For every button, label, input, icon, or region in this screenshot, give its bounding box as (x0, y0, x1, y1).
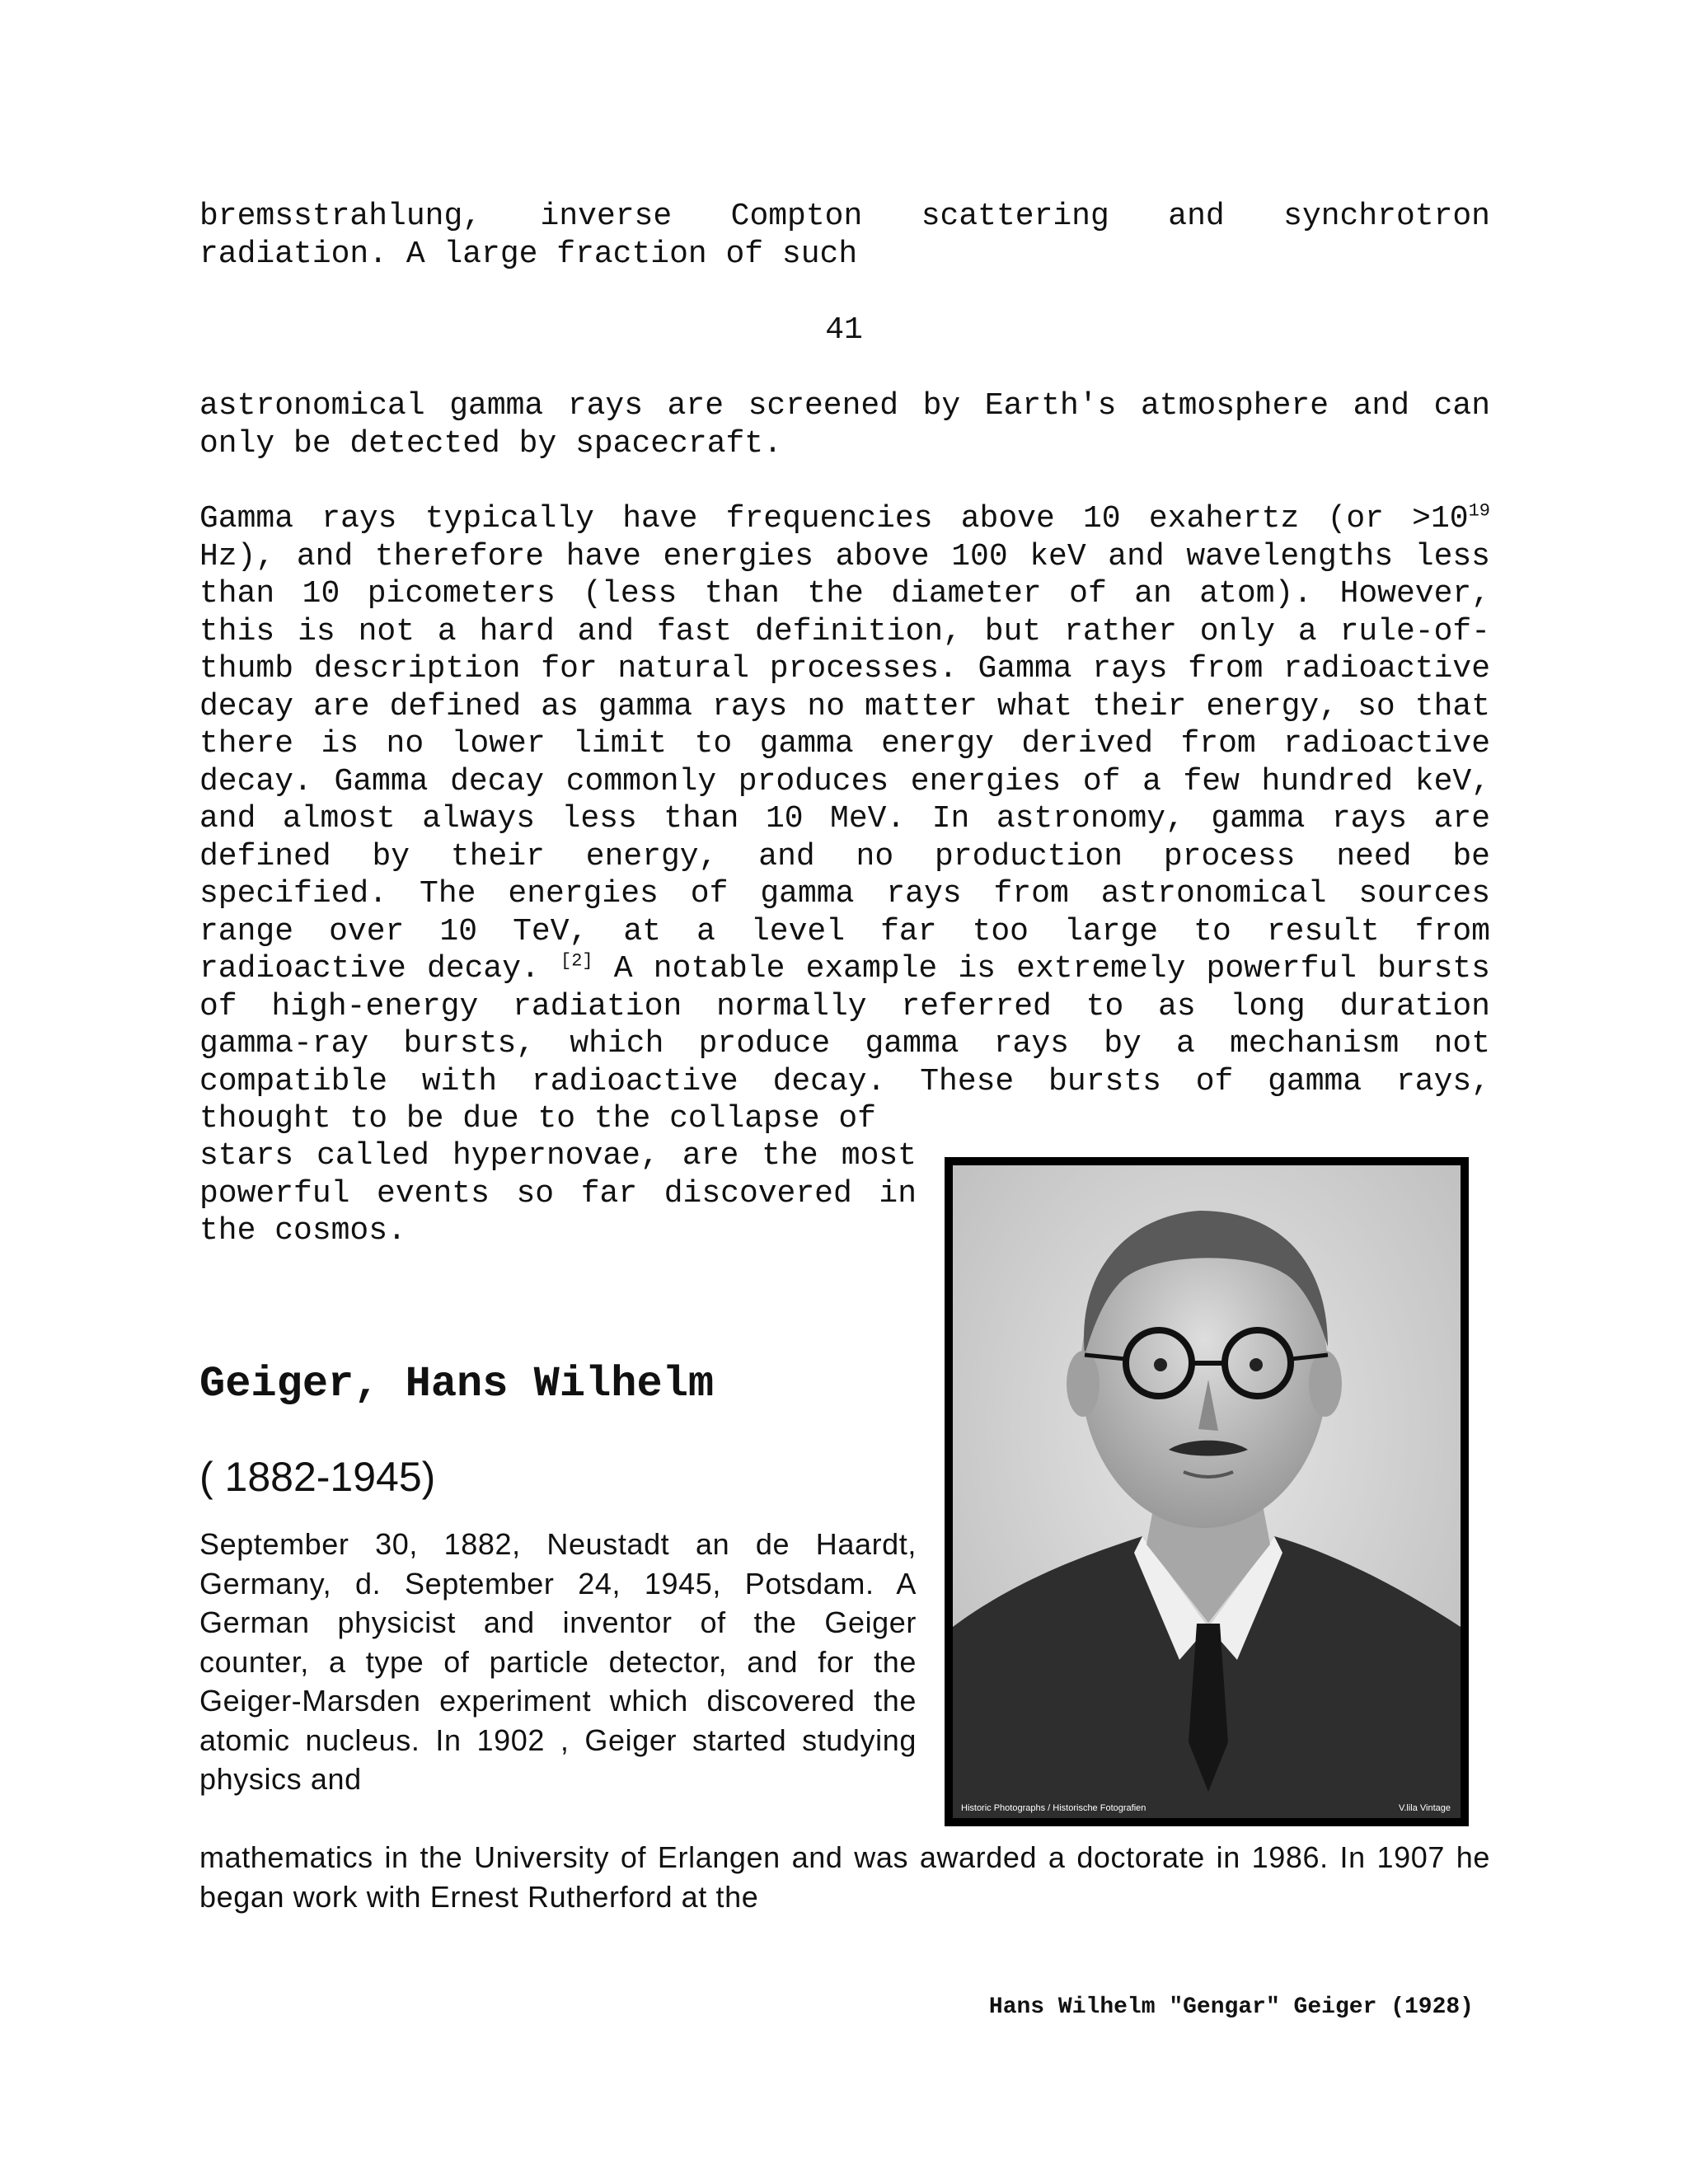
section-heading: Geiger, Hans Wilhelm (199, 1360, 715, 1408)
photo-credit-text: Historic Photographs / Historische Fotografien (961, 1803, 1146, 1813)
portrait-illustration (953, 1165, 1461, 1818)
superscript-exponent: 19 (1468, 500, 1490, 522)
bio-paragraph-wide: mathematics in the University of Erlangen and was awarded a doctorate in 1986. In 1907 he began work with Ernest Rutherford at the (199, 1840, 1490, 1914)
photo-watermark: V.lila Vintage (1399, 1803, 1451, 1813)
life-years: ( 1882-1945) (199, 1454, 436, 1500)
gamma-text-middle: Hz), and therefore have energies above 100 keV and wavelengths less than 10 picometers (less than the diameter of an atom). However, this is not a hard and fast definition, but rather only a rule-of-thumb description for natural processes. Gamma rays from radioactive decay are defined as gamma rays no matter what their energy, so that there is no lower limit to gamma energy derived from radioactive decay. Gamma decay commonly produces energies of a few hundred keV, and almost always less than 10 MeV. In astronomy, gamma rays are defined by their energy, and no production process need be specified. The energies of gamma rays from astronomical sources range over 10 TeV, at a level far too large to result from radioactive decay. (199, 538, 1490, 987)
gamma-paragraph (199, 500, 1490, 1138)
gamma-text-start: Gamma rays typically have frequencies above 10 exahertz (or >10 (199, 501, 1469, 537)
page-number: 41 (825, 312, 863, 348)
reference-marker: [2] (560, 950, 593, 972)
gamma-text-end: A notable example is extremely powerful bursts of high-energy radiation normally referred to as long duration gamma-ray bursts, which produce gamma rays by a mechanism not compatible with radioactive decay. These bursts of gamma rays, thought to be due to the collapse of (199, 951, 1490, 1137)
top-paragraph: bremsstrahlung, inverse Compton scattering and synchrotron radiation. A large fraction of such (199, 199, 1490, 272)
portrait-photo (953, 1165, 1461, 1818)
gamma-paragraph-tail: stars called hypernovae, are the most powerful events so far discovered in the cosmos. (199, 1138, 917, 1249)
bio-paragraph-narrow: September 30, 1882, Neustadt an de Haardt, Germany, d. September 24, 1945, Potsdam. A German physicist and inventor of the Geiger counter, a type of particle detector, and for the Geiger-Marsden experiment which discovered the atomic nucleus. In 1902 , Geiger started studying physics and (199, 1527, 917, 1796)
photo-caption: Hans Wilhelm "Gengar" Geiger (1928) (988, 1994, 1474, 2020)
continued-paragraph: astronomical gamma rays are screened by Earth's atmosphere and can only be detected by spacecraft. (199, 388, 1490, 462)
portrait-photo-frame (945, 1157, 1469, 1826)
